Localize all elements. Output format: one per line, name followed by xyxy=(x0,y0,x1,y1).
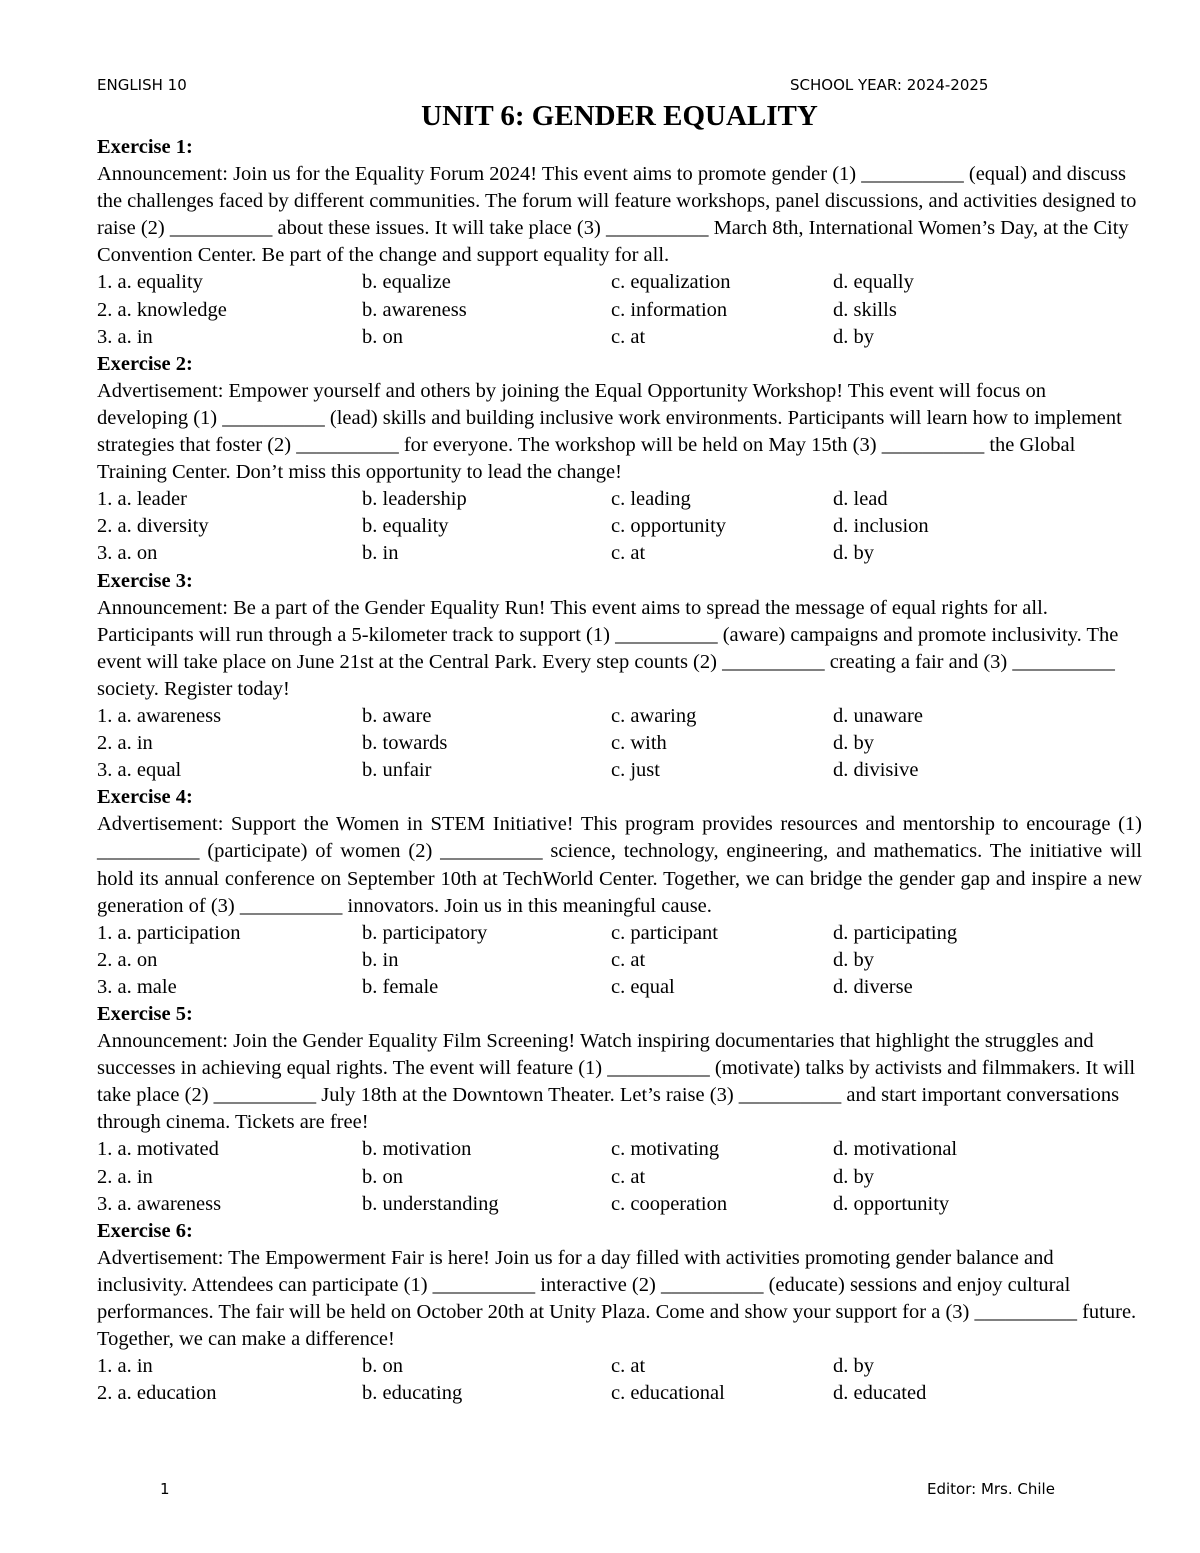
exercise-heading: Exercise 3: xyxy=(97,569,193,592)
exercise-5 xyxy=(97,1001,1142,1218)
option-a: 1. a. motivated xyxy=(97,1138,219,1161)
option-row xyxy=(97,1164,1142,1191)
option-c: c. at xyxy=(611,325,646,348)
option-c: c. leading xyxy=(611,488,691,511)
option-a: 2. a. on xyxy=(97,948,158,971)
option-c: c. equalization xyxy=(611,271,731,294)
exercise-heading: Exercise 4: xyxy=(97,786,193,809)
option-row xyxy=(97,757,1142,784)
option-d: d. opportunity xyxy=(833,1192,950,1215)
option-c: c. opportunity xyxy=(611,515,727,538)
option-b: b. unfair xyxy=(362,759,432,782)
option-a: 2. a. education xyxy=(97,1382,217,1405)
option-row xyxy=(97,974,1142,1001)
option-row xyxy=(97,920,1142,947)
option-a: 1. a. participation xyxy=(97,921,241,944)
option-d: d. by xyxy=(833,1165,874,1188)
option-a: 1. a. equality xyxy=(97,271,203,294)
option-c: c. with xyxy=(611,732,667,755)
option-row xyxy=(97,269,1142,296)
option-c: c. at xyxy=(611,948,646,971)
option-d: d. by xyxy=(833,732,874,755)
option-row xyxy=(97,486,1142,513)
option-a: 2. a. knowledge xyxy=(97,298,227,321)
worksheet-page xyxy=(97,72,1142,1512)
exercise-heading: Exercise 1: xyxy=(97,136,193,158)
option-row xyxy=(97,324,1142,351)
exercise-passage: Advertisement: Support the Women in STEM Initiative! This program provides resources and mentorship to encourage (1) __________ (participate) of women (2) __________ science, technology, engineering, and mathematics. The initiative will hold its annual conference on September 10th at TechWorld Center. Together, we can bridge the gender gap and inspire a new generation of (3) __________ innovators. Join us in this meaningful cause. xyxy=(97,813,1142,917)
option-c: c. participant xyxy=(611,921,719,944)
option-d: d. equally xyxy=(833,271,914,294)
option-b: b. awareness xyxy=(362,298,467,321)
option-d: d. skills xyxy=(833,298,897,321)
option-d: d. motivational xyxy=(833,1138,958,1161)
option-a: 3. a. awareness xyxy=(97,1192,222,1215)
exercise-passage: Announcement: Join the Gender Equality Film Screening! Watch inspiring documentaries that highlight the struggles and successes in achieving equal rights. The event will feature (1) __________ (motivate) talks by activists and filmmakers. It will take place (2) __________ July 18th at the Downtown Theater. Let’s raise (3) __________ and start important conversations through cinema. Tickets are free! xyxy=(97,1030,1136,1134)
option-a: 3. a. on xyxy=(97,542,158,565)
option-a: 1. a. leader xyxy=(97,488,187,511)
option-a: 3. a. in xyxy=(97,325,153,348)
option-row xyxy=(97,1136,1142,1163)
option-c: c. cooperation xyxy=(611,1192,728,1215)
option-b: b. on xyxy=(362,325,403,348)
exercise-3 xyxy=(97,568,1142,785)
option-b: b. leadership xyxy=(362,488,467,511)
option-b: b. in xyxy=(362,542,399,565)
option-row xyxy=(97,297,1142,324)
option-row xyxy=(97,513,1142,540)
subject-label: ENGLISH 10 xyxy=(97,76,187,94)
option-a: 3. a. equal xyxy=(97,759,182,782)
editor-credit: Editor: Mrs. Chile xyxy=(927,1480,1055,1498)
unit-title: UNIT 6: GENDER EQUALITY xyxy=(421,100,818,132)
option-b: b. on xyxy=(362,1165,403,1188)
exercise-passage: Announcement: Join us for the Equality Forum 2024! This event aims to promote gender (1) __________ (equal) and discuss the challenges faced by different communities. The forum will feature workshops, panel discussions, and activities designed to raise (2) __________ about these issues. It will take place (3) __________ March 8th, International Women’s Day, at the City Convention Center. Be part of the change and support equality for all. xyxy=(97,163,1137,267)
option-b: b. towards xyxy=(362,732,448,755)
option-row xyxy=(97,947,1142,974)
option-d: d. by xyxy=(833,1355,874,1378)
option-d: d. by xyxy=(833,948,874,971)
option-b: b. aware xyxy=(362,704,432,727)
option-c: c. motivating xyxy=(611,1138,720,1161)
option-b: b. female xyxy=(362,975,439,998)
school-year-label: SCHOOL YEAR: 2024-2025 xyxy=(790,76,989,94)
option-a: 1. a. in xyxy=(97,1355,153,1378)
page-header xyxy=(97,72,1142,98)
option-c: c. information xyxy=(611,298,728,321)
option-d: d. unaware xyxy=(833,704,923,727)
exercise-heading: Exercise 6: xyxy=(97,1219,193,1242)
option-row xyxy=(97,730,1142,757)
option-c: c. at xyxy=(611,542,646,565)
option-row xyxy=(97,1191,1142,1218)
option-a: 3. a. male xyxy=(97,975,177,998)
option-d: d. by xyxy=(833,325,874,348)
option-d: d. divisive xyxy=(833,759,919,782)
exercise-passage: Advertisement: The Empowerment Fair is here! Join us for a day filled with activities promoting gender balance and inclusivity. Attendees can participate (1) __________ interactive (2) __________ (educate) sessions and enjoy cultural performances. The fair will be held on October 20th at Unity Plaza. Come and show your support for a (3) __________ future. Together, we can make a difference! xyxy=(97,1246,1137,1351)
option-a: 2. a. in xyxy=(97,1165,153,1188)
option-b: b. understanding xyxy=(362,1192,499,1215)
option-d: d. inclusion xyxy=(833,515,929,538)
option-row xyxy=(97,1380,1142,1407)
option-b: b. participatory xyxy=(362,921,488,944)
option-row xyxy=(97,1353,1142,1380)
option-c: c. at xyxy=(611,1355,646,1378)
option-d: d. diverse xyxy=(833,975,913,998)
exercise-passage: Announcement: Be a part of the Gender Equality Run! This event aims to spread the message of equal rights for all. Participants will run through a 5-kilometer track to support (1) __________ (aware) campaigns and promote inclusivity. The event will take place on June 21st at the Central Park. Every step counts (2) __________ creating a fair and (3) __________ society. Register today! xyxy=(97,596,1119,700)
exercise-passage: Advertisement: Empower yourself and others by joining the Equal Opportunity Workshop! This event will focus on developing (1) __________ (lead) skills and building inclusive work environments. Participants will learn how to implement strategies that foster (2) __________ for everyone. The workshop will be held on May 15th (3) __________ the Global Training Center. Don’t miss this opportunity to lead the change! xyxy=(97,379,1122,484)
option-a: 2. a. in xyxy=(97,732,153,755)
exercise-2 xyxy=(97,351,1142,568)
option-d: d. lead xyxy=(833,488,888,511)
exercise-heading: Exercise 2: xyxy=(97,352,193,375)
option-a: 1. a. awareness xyxy=(97,704,222,727)
exercise-heading: Exercise 5: xyxy=(97,1003,193,1025)
option-c: c. just xyxy=(611,759,660,782)
page-number: 1 xyxy=(160,1480,170,1498)
option-c: c. equal xyxy=(611,975,675,998)
option-b: b. motivation xyxy=(362,1138,472,1161)
option-row xyxy=(97,540,1142,567)
page-footer xyxy=(0,1480,1200,1504)
exercise-1 xyxy=(97,134,1142,351)
option-c: c. at xyxy=(611,1165,646,1188)
option-d: d. participating xyxy=(833,921,958,944)
option-c: c. awaring xyxy=(611,704,697,727)
option-b: b. on xyxy=(362,1355,403,1378)
option-row xyxy=(97,703,1142,730)
option-b: b. educating xyxy=(362,1382,463,1405)
exercise-6 xyxy=(97,1218,1142,1408)
option-b: b. equality xyxy=(362,515,449,538)
option-d: d. by xyxy=(833,542,874,565)
option-b: b. in xyxy=(362,948,399,971)
exercise-4 xyxy=(97,784,1142,1001)
option-b: b. equalize xyxy=(362,271,451,294)
option-d: d. educated xyxy=(833,1382,927,1405)
exercise-list xyxy=(97,134,1142,1407)
option-c: c. educational xyxy=(611,1382,725,1405)
option-a: 2. a. diversity xyxy=(97,515,209,538)
